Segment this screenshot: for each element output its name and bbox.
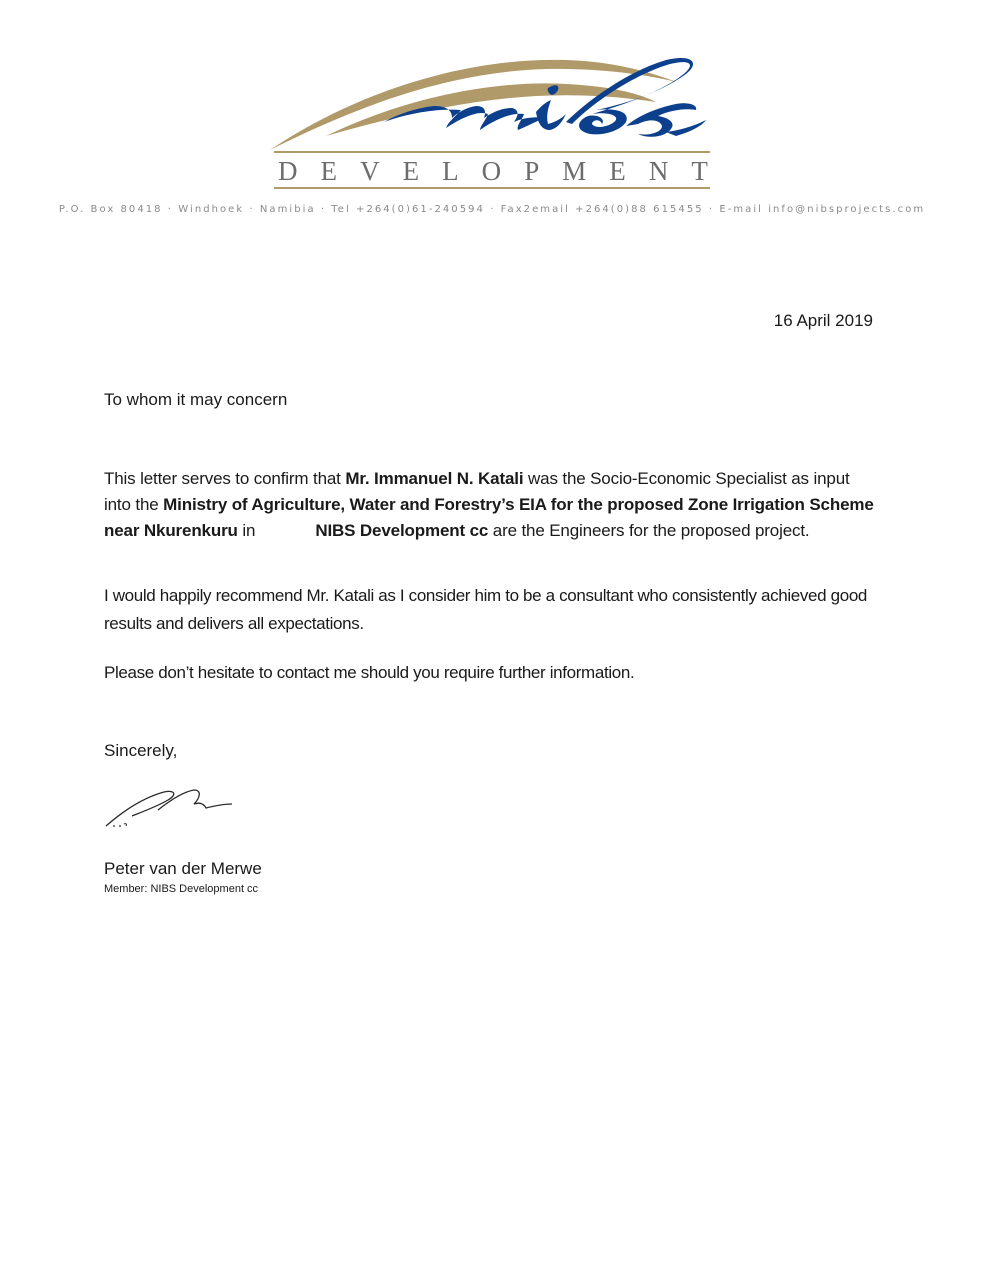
logo-script-tail [666, 120, 706, 136]
logo-mark [266, 52, 718, 156]
logo-wordmark [278, 156, 708, 186]
logo-rule-bottom [266, 186, 718, 190]
logo-letter: E [402, 156, 420, 186]
text-run: This letter serves to confirm that [104, 469, 346, 488]
letterhead-contact-line: P.O. Box 80418 · Windhoek · Namibia · Tel +264(0)61-240594 · Fax2email +264(0)88 615455 · E-mail info@nibsprojects.com [58, 204, 926, 215]
signer-title: Member: NIBS Development cc [104, 883, 259, 895]
logo-letter: E [609, 156, 626, 186]
letter-date: 16 April 2019 [773, 311, 873, 330]
handwritten-signature [102, 782, 242, 832]
text-run: are the Engineers for the proposed project. [488, 521, 810, 540]
company-logo [266, 52, 718, 194]
logo-letter: P [524, 156, 540, 186]
gold-swoosh-upper [270, 60, 676, 150]
text-run: was the Socio-Economic Specialist as input into the [104, 469, 850, 514]
company-name: NIBS Development cc [315, 521, 489, 540]
logo-letter: O [481, 156, 502, 186]
candidate-name: Mr. Immanuel N. Katali [345, 469, 524, 488]
logo-letter: E [320, 156, 338, 186]
logo-letter: V [360, 156, 380, 186]
logo-letter: M [562, 156, 587, 186]
logo-letter: L [442, 156, 459, 186]
project-name: Ministry of Agriculture, Water and Forestry’s EIA for the proposed Zone Irrigation Scheme near Nkurenkuru [104, 495, 874, 540]
signer-name: Peter van der Merwe [104, 859, 262, 878]
letter-salutation: To whom it may concern [104, 390, 288, 409]
letter-closing: Sincerely, [104, 741, 178, 760]
letter-paragraph-2: I would happily recommend Mr. Katali as I consider him to be a consultant who consistently achieved good results and delivers all expectations. [104, 586, 868, 633]
logo-letter: N [648, 156, 669, 186]
logo-letter: D [278, 156, 298, 186]
logo-letter: T [691, 156, 708, 186]
logo-script-i [536, 100, 566, 130]
letter-paragraph-3: Please don’t hesitate to contact me should you require further information. [104, 663, 635, 682]
text-run: in [237, 521, 256, 540]
letter-paragraph-1 [104, 466, 874, 544]
